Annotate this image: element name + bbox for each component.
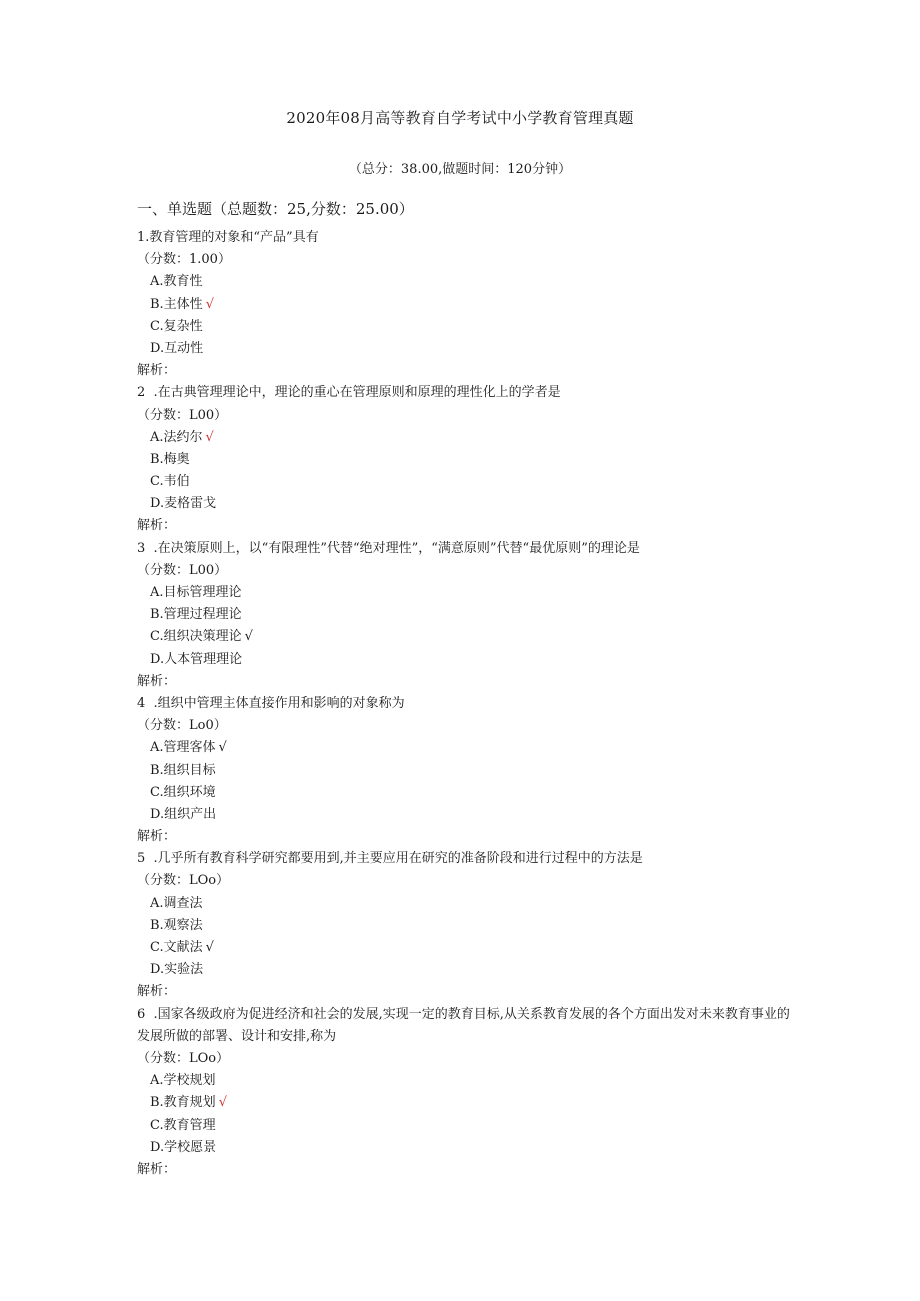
answer-option-label: B.观察法 [150,917,203,933]
question-stem: 1.教育管理的对象和“产品”具有 [137,230,319,245]
question-stem: 6 .国家各级政府为促进经济和社会的发展,实现一定的教育目标,从关系教育发展的各个方面出发对未来教育事业的发展所做的部署、设计和安排,称为 [137,1006,790,1044]
answer-option-label: B.梅奥 [150,451,190,467]
question-stem: 5 .几乎所有教育科学研究都要用到,并主要应用在研究的准备阶段和进行过程中的方法是 [137,851,643,867]
answer-option-label: C.教育管理 [150,1117,216,1133]
question-score: （分数：L00） [137,407,228,423]
correct-check-icon: √ [218,740,227,756]
answer-option [137,493,797,515]
answer-option [137,959,797,981]
answer-option [137,737,797,759]
question-stem: 2 .在古典管理理论中，理论的重心在管理原则和原理的理性化上的学者是 [137,385,561,401]
correct-check-icon: √ [244,629,253,645]
section-heading: 一、单选题（总题数：25,分数：25.00） [137,200,414,218]
answer-option-label: B.管理过程理论 [150,607,242,623]
analysis-label: 解析： [137,518,177,534]
correct-check-icon: √ [218,1095,227,1111]
answer-option [137,271,797,293]
question-item [137,848,797,1003]
answer-option-label: D.实验法 [150,962,204,978]
answer-option [137,915,797,937]
question-stem: 3 .在决策原则上，以“有限理性”代替“绝对理性”，“满意原则”代替“最优原则”的理论是 [137,540,640,556]
question-score: （分数：1.00） [137,252,231,268]
question-item [137,538,797,693]
answer-option-label: C.组织环境 [150,784,216,800]
exam-info: （总分：38.00,做题时间：120分钟） [348,162,572,177]
analysis-label: 解析： [137,829,177,845]
answer-option [137,294,797,316]
answer-option-label: B.组织目标 [150,762,216,778]
correct-check-icon: √ [205,296,214,312]
answer-option-label: B.教育规划 [150,1095,216,1111]
question-item [137,227,797,382]
answer-option-label: C.复杂性 [150,318,203,334]
answer-option [137,338,797,360]
correct-check-icon: √ [205,429,214,445]
answer-option-label: A.调查法 [150,895,203,911]
answer-option-label: A.管理客体 [150,740,216,756]
analysis-label: 解析： [137,984,177,1000]
answer-option [137,427,797,449]
question-list [137,227,797,1181]
answer-option [137,782,797,804]
answer-option [137,893,797,915]
answer-option-label: A.教育性 [150,274,203,290]
answer-option [137,804,797,826]
answer-option-label: C.韦伯 [150,474,190,490]
answer-option-label: A.法约尔 [150,429,203,445]
answer-option [137,937,797,959]
answer-option [137,604,797,626]
answer-option-label: D.人本管理理论 [150,651,243,667]
question-score: （分数：L00） [137,562,228,578]
question-score: （分数：LOo） [137,1050,230,1066]
answer-option [137,1115,797,1137]
question-score: （分数：LOo） [137,873,230,889]
answer-option-label: A.学校规划 [150,1073,216,1089]
answer-option-label: D.组织产出 [150,806,217,822]
analysis-label: 解析： [137,1161,177,1177]
question-item [137,382,797,537]
answer-option [137,471,797,493]
answer-option-label: D.互动性 [150,340,204,356]
answer-option [137,1137,797,1159]
answer-option [137,1070,797,1092]
analysis-label: 解析： [137,673,177,689]
question-stem: 4 .组织中管理主体直接作用和影响的对象称为 [137,695,405,711]
question-score: （分数：Lo0） [137,718,227,734]
answer-option [137,1092,797,1114]
answer-option [137,449,797,471]
answer-option [137,582,797,604]
page-title: 2020年08月高等教育自学考试中小学教育管理真题 [286,109,634,127]
answer-option [137,649,797,671]
answer-option-label: B.主体性 [150,296,203,312]
answer-option [137,626,797,648]
answer-option-label: C.组织决策理论 [150,629,242,645]
answer-option-label: C.文献法 [150,940,203,955]
answer-option [137,760,797,782]
question-item [137,1004,797,1182]
answer-option [137,316,797,338]
answer-option-label: D.学校愿景 [150,1139,217,1155]
answer-option-label: A.目标管理理论 [150,585,242,600]
analysis-label: 解析： [137,363,177,379]
correct-check-icon: √ [205,940,214,955]
answer-option-label: D.麦格雷戈 [150,496,217,512]
question-item [137,693,797,848]
